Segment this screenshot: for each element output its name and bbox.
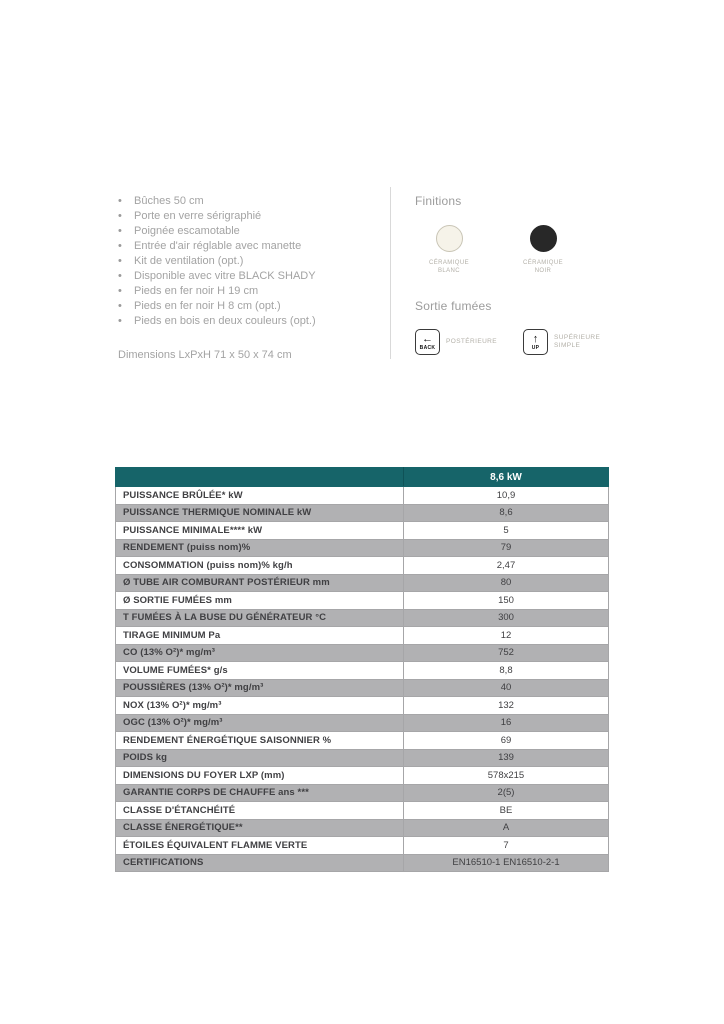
spec-value: 7 <box>404 837 609 855</box>
feature-item: • Disponible avec vitre BLACK SHADY <box>118 269 378 284</box>
table-row <box>116 749 609 767</box>
table-row <box>116 522 609 540</box>
spec-value: 2,47 <box>404 557 609 575</box>
white-ceramic-swatch-icon <box>436 225 463 252</box>
black-ceramic-swatch-icon <box>530 225 557 252</box>
table-row <box>116 767 609 785</box>
swatch-ceramique-blanc <box>421 225 477 275</box>
arrow-up-icon <box>523 329 548 355</box>
spec-label: ÉTOILES ÉQUIVALENT FLAMME VERTE <box>116 837 404 855</box>
table-row <box>116 802 609 820</box>
spec-value: 300 <box>404 609 609 627</box>
spec-value: 40 <box>404 679 609 697</box>
table-row <box>116 732 609 750</box>
spec-value: EN16510-1 EN16510-2-1 <box>404 854 609 872</box>
spec-value: 8,6 <box>404 504 609 522</box>
table-row <box>116 697 609 715</box>
spec-value: 2(5) <box>404 784 609 802</box>
spec-label: POIDS kg <box>116 749 404 767</box>
spec-label: OGC (13% O²)* mg/m³ <box>116 714 404 732</box>
spec-value: 578x215 <box>404 767 609 785</box>
feature-item: • Pieds en fer noir H 19 cm <box>118 284 378 299</box>
spec-value: 8,8 <box>404 662 609 680</box>
spec-label: NOX (13% O²)* mg/m³ <box>116 697 404 715</box>
spec-label: DIMENSIONS DU FOYER LXP (mm) <box>116 767 404 785</box>
spec-label: POUSSIÈRES (13% O²)* mg/m³ <box>116 679 404 697</box>
spec-label: CLASSE D'ÉTANCHÉITÉ <box>116 802 404 820</box>
spec-value: BE <box>404 802 609 820</box>
spec-label: PUISSANCE BRÛLÉE* kW <box>116 487 404 505</box>
swatch-label: CÉRAMIQUE NOIR <box>523 260 563 274</box>
feature-item: • Entrée d'air réglable avec manette <box>118 239 378 254</box>
sortie-option-posterieure <box>415 329 497 355</box>
spec-label: PUISSANCE THERMIQUE NOMINALE kW <box>116 504 404 522</box>
spec-table-header-row <box>116 468 609 487</box>
header-power-cell: 8,6 kW <box>404 468 609 487</box>
arrow-glyph: ↑ <box>532 332 539 345</box>
spec-value: 150 <box>404 592 609 610</box>
right-column <box>415 194 615 355</box>
spec-value: 5 <box>404 522 609 540</box>
spec-label: GARANTIE CORPS DE CHAUFFE ans *** <box>116 784 404 802</box>
table-row <box>116 504 609 522</box>
header-blank-cell <box>116 468 404 487</box>
feature-item: • Porte en verre sérigraphié <box>118 209 378 224</box>
section-divider <box>390 187 391 359</box>
sortie-option-label: SUPÉRIEURE SIMPLE <box>554 334 601 349</box>
spec-label: TIRAGE MINIMUM Pa <box>116 627 404 645</box>
swatch-label: CÉRAMIQUE BLANC <box>429 260 469 274</box>
features-section <box>118 194 378 329</box>
table-row <box>116 609 609 627</box>
finitions-title: Finitions <box>415 194 462 208</box>
table-row <box>116 819 609 837</box>
sortie-option-label: POSTÉRIEURE <box>446 338 497 345</box>
feature-item: • Pieds en bois en deux couleurs (opt.) <box>118 314 378 329</box>
spec-table <box>115 467 609 872</box>
table-row <box>116 627 609 645</box>
sortie-option-superieure <box>523 329 612 355</box>
spec-label: CONSOMMATION (puiss nom)% kg/h <box>116 557 404 575</box>
table-row <box>116 574 609 592</box>
spec-value: 12 <box>404 627 609 645</box>
feature-item: • Kit de ventilation (opt.) <box>118 254 378 269</box>
spec-value: 132 <box>404 697 609 715</box>
spec-label: RENDEMENT (puiss nom)% <box>116 539 404 557</box>
spec-value: 139 <box>404 749 609 767</box>
table-row <box>116 557 609 575</box>
table-row <box>116 644 609 662</box>
feature-item: • Poignée escamotable <box>118 224 378 239</box>
arrow-left-icon <box>415 329 440 355</box>
spec-value: 752 <box>404 644 609 662</box>
spec-label: CO (13% O²)* mg/m³ <box>116 644 404 662</box>
finitions-swatches <box>421 225 615 275</box>
spec-label: PUISSANCE MINIMALE**** kW <box>116 522 404 540</box>
spec-label: CLASSE ÉNERGÉTIQUE** <box>116 819 404 837</box>
table-row <box>116 784 609 802</box>
spec-value: 69 <box>404 732 609 750</box>
spec-label: CERTIFICATIONS <box>116 854 404 872</box>
spec-label: Ø SORTIE FUMÉES mm <box>116 592 404 610</box>
spec-label: T FUMÉES À LA BUSE DU GÉNÉRATEUR °C <box>116 609 404 627</box>
spec-label: VOLUME FUMÉES* g/s <box>116 662 404 680</box>
spec-table-body <box>116 487 609 872</box>
spec-label: RENDEMENT ÉNERGÉTIQUE SAISONNIER % <box>116 732 404 750</box>
spec-value: 16 <box>404 714 609 732</box>
spec-value: A <box>404 819 609 837</box>
features-list <box>118 194 378 329</box>
table-row <box>116 487 609 505</box>
spec-label: Ø TUBE AIR COMBURANT POSTÉRIEUR mm <box>116 574 404 592</box>
arrow-glyph: ← <box>422 332 433 345</box>
table-row <box>116 592 609 610</box>
swatch-ceramique-noir <box>515 225 571 275</box>
dimensions-text: Dimensions LxPxH 71 x 50 x 74 cm <box>118 349 292 361</box>
table-row <box>116 837 609 855</box>
table-row <box>116 714 609 732</box>
spec-value: 10,9 <box>404 487 609 505</box>
table-row <box>116 679 609 697</box>
icon-caption: UP <box>531 344 540 351</box>
sortie-fumees-title: Sortie fumées <box>415 299 492 313</box>
icon-caption: BACK <box>419 344 436 351</box>
feature-item: • Pieds en fer noir H 8 cm (opt.) <box>118 299 378 314</box>
spec-value: 79 <box>404 539 609 557</box>
sortie-fumees-options <box>415 329 615 355</box>
table-row <box>116 539 609 557</box>
feature-item: • Bûches 50 cm <box>118 194 378 209</box>
table-row <box>116 662 609 680</box>
spec-value: 80 <box>404 574 609 592</box>
table-row <box>116 854 609 872</box>
